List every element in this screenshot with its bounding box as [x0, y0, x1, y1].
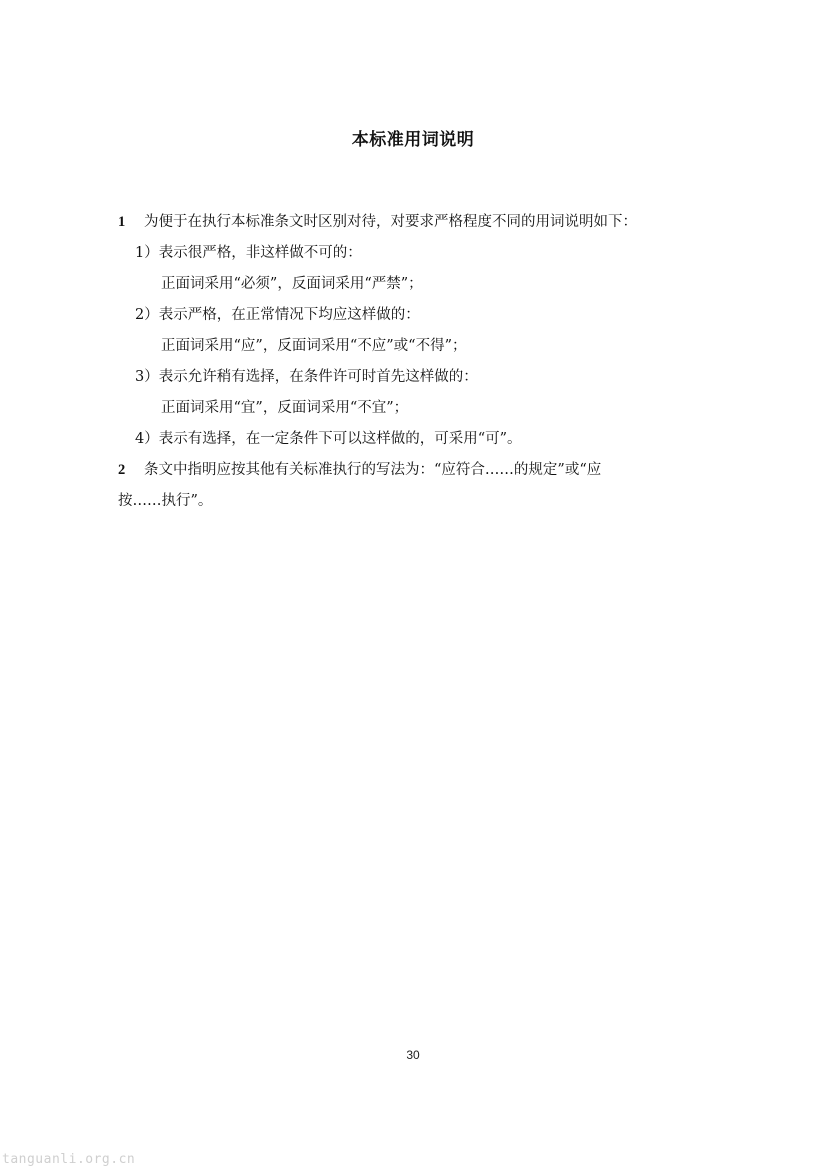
clause-2-text-line-1: 条文中指明应按其他有关标准执行的写法为：“应符合……的规定”或“应 [144, 462, 602, 478]
clause-1-item-3-label: 3）表示允许稍有选择，在条件许可时首先这样做的： [135, 369, 478, 385]
clause-2-number: 2 [118, 462, 126, 478]
watermark-text: tanguanli.org.cn [2, 1152, 136, 1167]
clause-1-text: 为便于在执行本标准条文时区别对待，对要求严格程度不同的用词说明如下： [144, 214, 637, 230]
clause-1-item-1-detail: 正面词采用“必须”，反面词采用“严禁”； [161, 276, 423, 292]
clause-1 [118, 207, 718, 238]
clause-1-item-3-detail: 正面词采用“宜”，反面词采用“不宜”； [161, 400, 409, 416]
page-title: 本标准用词说明 [351, 130, 475, 150]
clause-1-item-2-label: 2）表示严格，在正常情况下均应这样做的： [135, 307, 420, 323]
clause-1-number: 1 [118, 214, 126, 230]
clause-1-item-4-label: 4）表示有选择，在一定条件下可以这样做的，可采用“可”。 [135, 431, 522, 447]
clause-1-item-1-label: 1）表示很严格，非这样做不可的： [135, 245, 362, 261]
page-number: 30 [406, 1048, 420, 1062]
clause-1-item-2-detail: 正面词采用“应”，反面词采用“不应”或“不得”； [161, 338, 467, 354]
document-body [118, 207, 718, 517]
clause-2 [118, 455, 718, 486]
clause-2-text-line-2: 按……执行”。 [118, 493, 213, 509]
